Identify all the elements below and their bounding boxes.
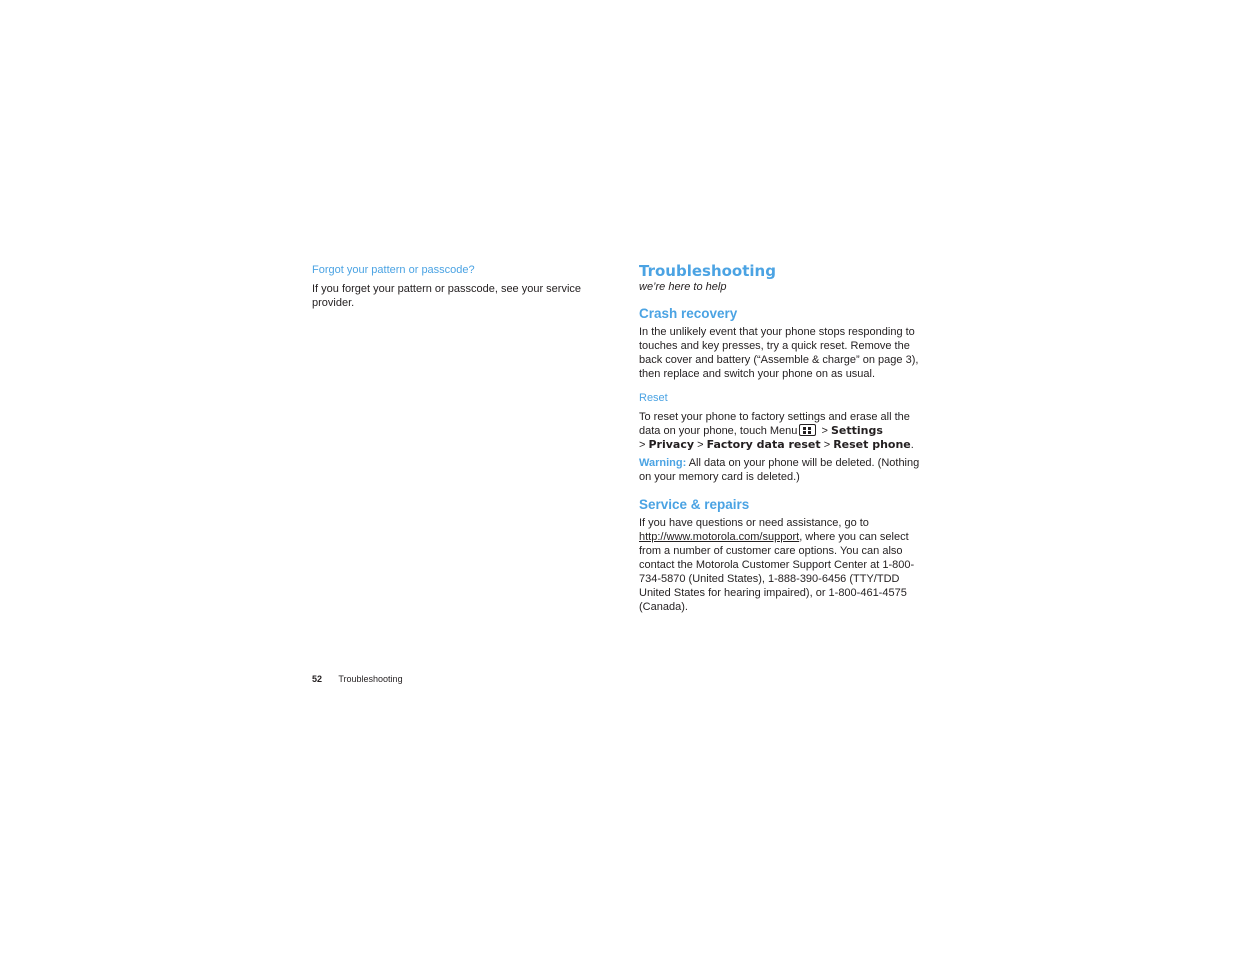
warning-label: Warning: [639, 457, 687, 469]
service-repairs-paragraph [639, 516, 929, 614]
path-separator: > [821, 425, 828, 437]
menu-key-icon [799, 424, 816, 436]
warning-paragraph [639, 456, 929, 484]
crash-recovery-heading: Crash recovery [639, 306, 738, 321]
warning-text: All data on your phone will be deleted. (Nothing on your memory card is deleted.) [639, 457, 920, 483]
path-separator: > [639, 439, 646, 451]
reset-phone-menu-item: Reset phone [833, 438, 911, 451]
factory-data-reset-menu-item: Factory data reset [706, 438, 821, 451]
reset-intro-text: To reset your phone to factory settings and erase all the data on your phone, touch Menu [639, 411, 910, 437]
page-number: 52 [312, 674, 323, 684]
service-intro-text: If you have questions or need assistance, go to [639, 517, 869, 529]
crash-recovery-paragraph: In the unlikely event that your phone stops responding to touches and key presses, try a quick reset. Remove the back cover and battery (“Assemble & charge” on page 3), then replace and switch your phone on as usual. [639, 326, 919, 380]
reset-paragraph [639, 410, 929, 452]
left-column [312, 263, 582, 310]
passcode-subheading: Forgot your pattern or passcode? [312, 264, 475, 276]
passcode-paragraph: If you forget your pattern or passcode, see your service provider. [312, 283, 582, 309]
service-body-text: , where you can select from a number of customer care options. You can also contact the Motorola Customer Support Center at 1-800-734-5870 (United States), 1-888-390-6456 (TTY/TDD United States for hearing impaired), or 1-800-461-4575 (Canada). [639, 531, 915, 613]
page-footer [312, 673, 403, 685]
service-repairs-heading: Service & repairs [639, 497, 750, 512]
settings-menu-item: Settings [830, 424, 883, 437]
reset-period: . [910, 439, 914, 451]
page-tagline: we’re here to help [639, 281, 727, 293]
path-separator: > [697, 439, 704, 451]
privacy-menu-item: Privacy [648, 438, 695, 451]
right-column [639, 262, 929, 614]
page-title: Troubleshooting [639, 262, 776, 280]
path-separator: > [823, 439, 831, 451]
footer-section-name: Troubleshooting [338, 674, 403, 684]
reset-subheading: Reset [639, 392, 668, 404]
motorola-support-link[interactable]: http://www.motorola.com/support [639, 531, 800, 543]
